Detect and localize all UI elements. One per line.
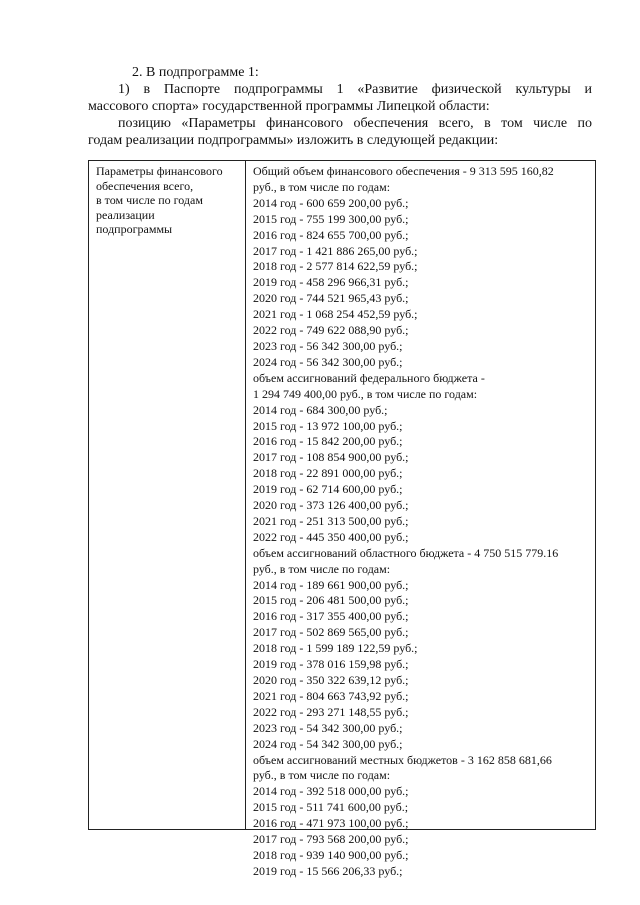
item-2-heading: 2. В подпрограмме 1:	[132, 65, 259, 80]
financing-value-line: 2023 год - 54 342 300,00 руб.;	[253, 720, 403, 735]
financing-value-line: Общий объем финансового обеспечения - 9 313 595 160,82	[253, 164, 554, 178]
item-1-text-line-2: массового спорта» государственной программы Липецкой области:	[88, 99, 490, 114]
financing-value-line: объем ассигнований федерального бюджета -	[253, 370, 485, 385]
financing-value-line: руб., в том числе по годам:	[253, 179, 391, 194]
parameter-name-line: обеспечения всего,	[96, 178, 194, 193]
financing-value-line: 2023 год - 56 342 300,00 руб.;	[253, 338, 403, 353]
financing-value-line: объем ассигнований областного бюджета - 4 750 515 779.16	[253, 545, 559, 560]
table-column-divider	[245, 161, 246, 829]
financing-value-line: руб., в том числе по годам:	[253, 561, 391, 576]
financing-value-line: 2024 год - 56 342 300,00 руб.;	[253, 354, 403, 369]
financing-value-line: 2017 год - 502 869 565,00 руб.;	[253, 625, 409, 640]
financing-value-line: 2018 год - 939 140 900,00 руб.;	[253, 847, 409, 862]
financing-value-line: 2021 год - 804 663 743,92 руб.;	[253, 688, 409, 703]
financing-value-line: 2014 год - 684 300,00 руб.;	[253, 402, 388, 417]
financing-value-line: 2016 год - 471 973 100,00 руб.;	[253, 816, 409, 831]
financing-value-line: 2021 год - 1 068 254 452,59 руб.;	[253, 307, 418, 322]
financing-value-line: 2021 год - 251 313 500,00 руб.;	[253, 513, 409, 528]
financing-value-line: 2014 год - 600 659 200,00 руб.;	[253, 195, 409, 210]
parameter-name-line: подпрограммы	[96, 222, 173, 236]
financing-value-line: 2017 год - 1 421 886 265,00 руб.;	[253, 243, 418, 258]
financing-value-line: 2022 год - 749 622 088,90 руб.;	[253, 323, 409, 338]
financing-value-line: объем ассигнований местных бюджетов - 3 162 858 681,66	[253, 752, 552, 767]
item-1-text-line-1: 1) в Паспорте подпрограммы 1 «Развитие физической культуры и	[118, 82, 592, 97]
financing-value-line: 2020 год - 744 521 965,43 руб.;	[253, 291, 409, 306]
financing-parameters-table	[88, 160, 596, 878]
financing-value-line: 2019 год - 378 016 159,98 руб.;	[253, 657, 409, 672]
financing-value-line: 2019 год - 62 714 600,00 руб.;	[253, 482, 403, 497]
financing-value-line: 2015 год - 511 741 600,00 руб.;	[253, 800, 409, 815]
financing-value-line: 2015 год - 13 972 100,00 руб.;	[253, 418, 403, 433]
financing-value-line: 2019 год - 458 296 966,31 руб.;	[253, 275, 409, 290]
financing-value-line: 2019 год - 15 566 206,33 руб.;	[253, 863, 403, 878]
financing-value-line: 2017 год - 108 854 900,00 руб.;	[253, 450, 409, 465]
table-cell-parameter-values	[253, 164, 589, 880]
financing-value-line: 2015 год - 206 481 500,00 руб.;	[253, 593, 409, 608]
financing-value-line: 1 294 749 400,00 руб., в том числе по годам:	[253, 386, 478, 401]
financing-value-line: 2022 год - 293 271 148,55 руб.;	[253, 704, 409, 719]
financing-value-line: 2024 год - 54 342 300,00 руб.;	[253, 736, 403, 751]
parameter-name-line: реализации	[96, 207, 155, 222]
financing-value-line: 2016 год - 317 355 400,00 руб.;	[253, 609, 409, 624]
parameter-name-line: в том числе по годам	[96, 193, 203, 207]
financing-value-line: 2016 год - 15 842 200,00 руб.;	[253, 434, 403, 449]
financing-value-line: 2015 год - 755 199 300,00 руб.;	[253, 211, 409, 226]
financing-value-line: 2018 год - 22 891 000,00 руб.;	[253, 466, 403, 481]
parameter-name-line: Параметры финансового	[96, 164, 223, 178]
financing-value-line: 2018 год - 2 577 814 622,59 руб.;	[253, 259, 418, 274]
financing-value-line: руб., в том числе по годам:	[253, 768, 391, 783]
position-text-line-2: годам реализации подпрограммы» изложить в следующей редакции:	[88, 133, 499, 148]
financing-value-line: 2020 год - 350 322 639,12 руб.;	[253, 673, 409, 687]
financing-value-line: 2017 год - 793 568 200,00 руб.;	[253, 832, 409, 847]
financing-value-line: 2018 год - 1 599 189 122,59 руб.;	[253, 641, 418, 656]
financing-value-line: 2016 год - 824 655 700,00 руб.;	[253, 227, 409, 242]
financing-value-line: 2014 год - 392 518 000,00 руб.;	[253, 784, 409, 799]
table-cell-parameter-name	[96, 164, 242, 237]
financing-value-line: 2014 год - 189 661 900,00 руб.;	[253, 577, 409, 592]
position-text-line-1: позицию «Параметры финансового обеспечения всего, в том числе по	[118, 116, 592, 131]
financing-value-line: 2022 год - 445 350 400,00 руб.;	[253, 529, 409, 544]
financing-value-line: 2020 год - 373 126 400,00 руб.;	[253, 498, 409, 513]
